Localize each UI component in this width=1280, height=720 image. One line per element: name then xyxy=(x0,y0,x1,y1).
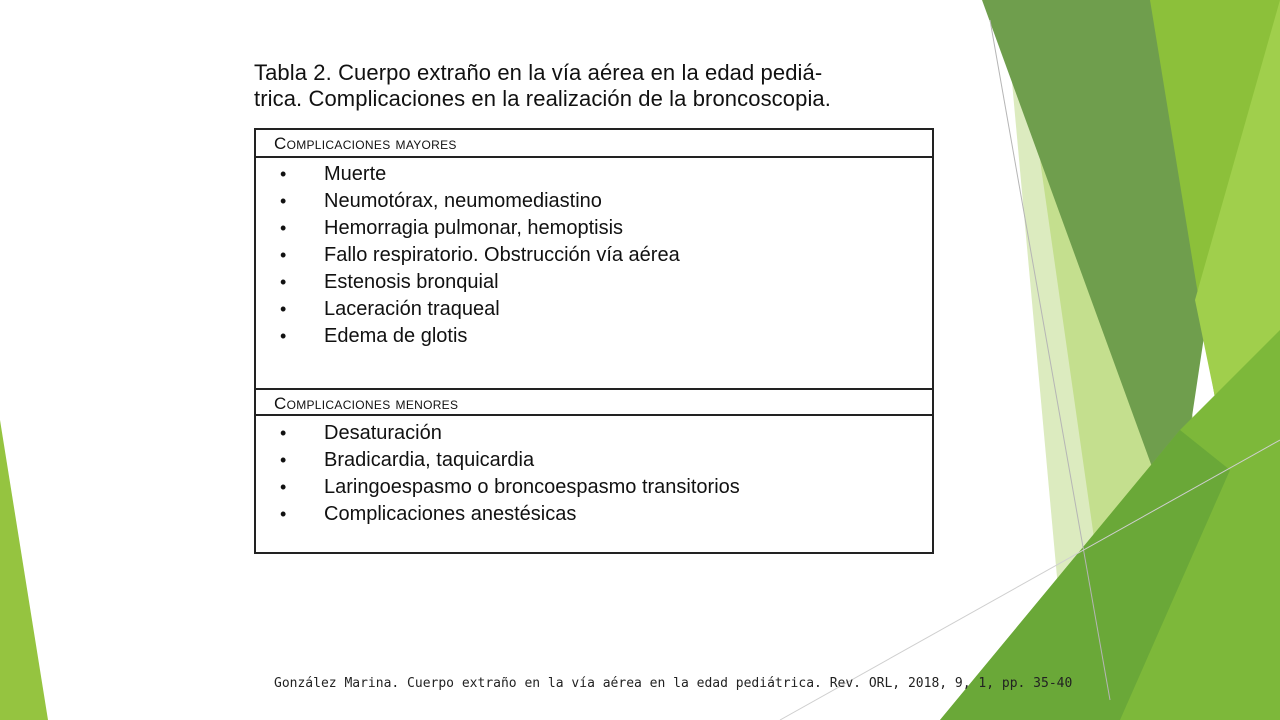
list-item xyxy=(256,447,932,474)
list-item xyxy=(256,269,932,296)
list-item xyxy=(256,501,932,528)
title-line-2: trica. Complicaciones en la realización de la broncoscopia. xyxy=(254,86,831,111)
list-item-text: Complicaciones anestésicas xyxy=(324,503,577,525)
bullet-icon: • xyxy=(280,477,287,497)
list-item-text: Muerte xyxy=(324,163,387,185)
list-item xyxy=(256,296,932,323)
title-line-1: Tabla 2. Cuerpo extraño en la vía aérea en la edad pediá- xyxy=(254,60,823,85)
minor-complications-list xyxy=(256,420,932,528)
bullet-icon: • xyxy=(280,272,287,292)
list-item xyxy=(256,474,932,501)
bullet-icon: • xyxy=(280,326,287,346)
minor-complications-heading: Complicaciones menores xyxy=(256,388,932,416)
bullet-icon: • xyxy=(280,218,287,238)
bullet-icon: • xyxy=(280,504,287,524)
major-complications-list xyxy=(256,161,932,350)
list-item-text: Laringoespasmo o broncoespasmo transitorios xyxy=(324,476,740,498)
list-item-text: Fallo respiratorio. Obstrucción vía aérea xyxy=(324,244,680,266)
bullet-icon: • xyxy=(280,245,287,265)
bullet-icon: • xyxy=(280,164,287,184)
bullet-icon: • xyxy=(280,423,287,443)
bullet-icon: • xyxy=(280,450,287,470)
list-item xyxy=(256,188,932,215)
left-green-sliver xyxy=(0,420,48,720)
list-item xyxy=(256,242,932,269)
list-item-text: Desaturación xyxy=(324,422,442,444)
list-item xyxy=(256,215,932,242)
source-citation: González Marina. Cuerpo extraño en la vía aérea en la edad pediátrica. Rev. ORL, 2018, 9, 1, pp. 35-40 xyxy=(274,676,1073,691)
list-item-text: Bradicardia, taquicardia xyxy=(324,449,535,471)
list-item-text: Edema de glotis xyxy=(324,325,468,347)
list-item-text: Estenosis bronquial xyxy=(324,271,499,293)
slide-title xyxy=(254,60,954,112)
list-item xyxy=(256,420,932,447)
major-complications-heading: Complicaciones mayores xyxy=(256,130,932,158)
list-item xyxy=(256,323,932,350)
bullet-icon: • xyxy=(280,191,287,211)
list-item-text: Laceración traqueal xyxy=(324,298,500,320)
list-item-text: Neumotórax, neumomediastino xyxy=(324,190,602,212)
list-item xyxy=(256,161,932,188)
bullet-icon: • xyxy=(280,299,287,319)
complications-table xyxy=(254,128,934,554)
list-item-text: Hemorragia pulmonar, hemoptisis xyxy=(324,217,624,239)
